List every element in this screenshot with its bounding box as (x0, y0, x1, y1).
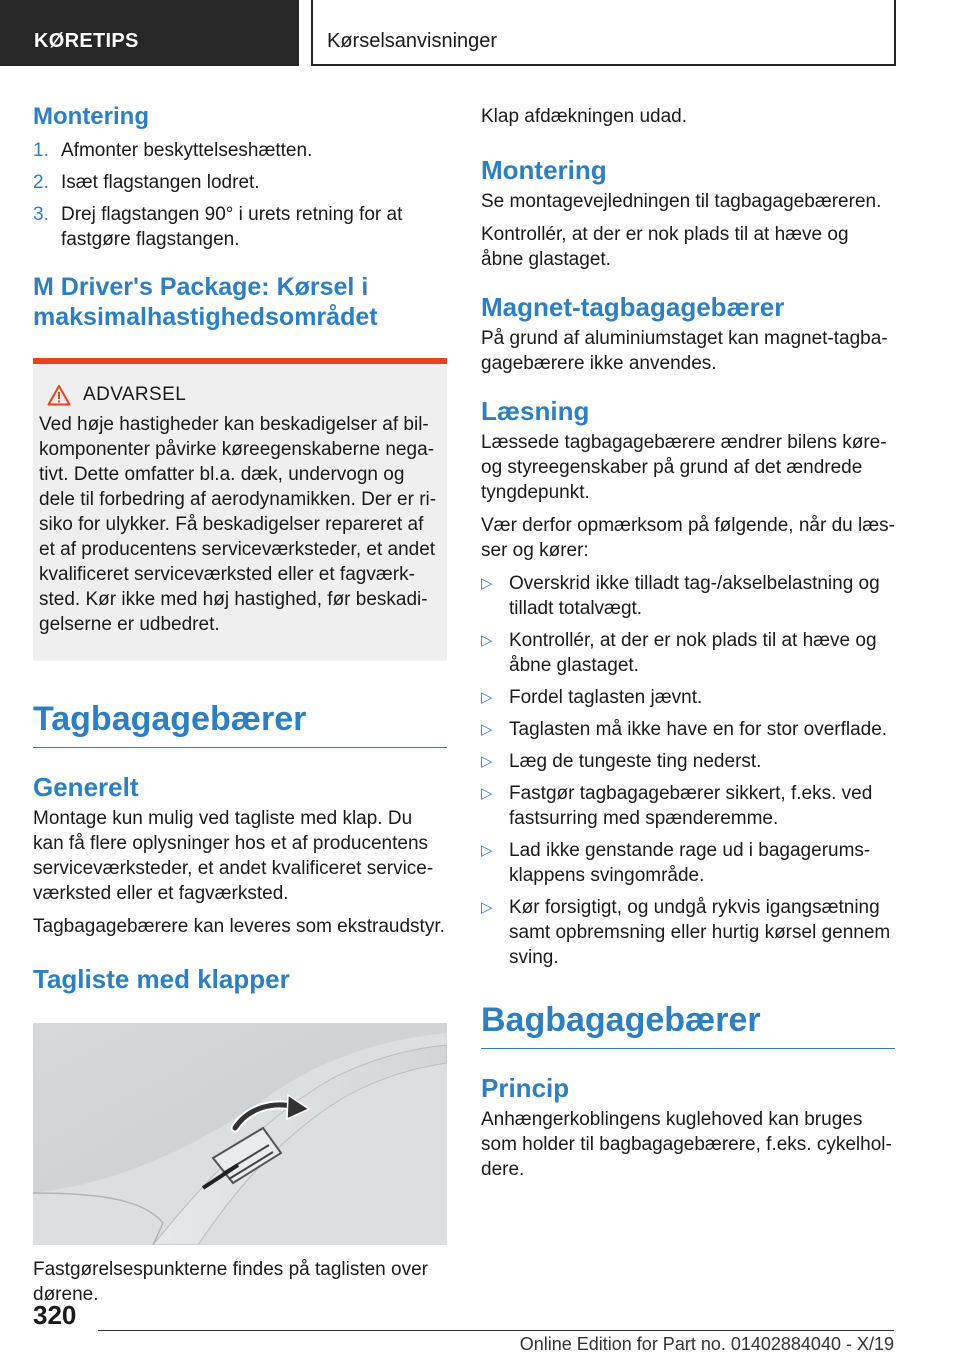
loading-rules-list (481, 571, 895, 970)
page-number: 320 (33, 1300, 77, 1330)
mdriver-heading: M Driver's Package: Kørsel i maksimalhastighedsområdet (33, 273, 378, 331)
list-item-text: Læg de tungeste ting nederst. (509, 751, 762, 772)
list-item (481, 895, 895, 970)
bullet-triangle-icon: ▷ (481, 689, 493, 706)
step-text: Drej flagstangen 90° i urets retning for at fastgøre flagstangen. (61, 204, 403, 250)
list-item (481, 749, 895, 774)
chapter-tab: Kørselsanvisninger (311, 0, 896, 66)
step-number: 1. (33, 140, 49, 161)
list-item-text: Fordel taglasten jævnt. (509, 687, 703, 708)
magnet-paragraph: På grund af aluminiumstaget kan magnet-tagbagagebærere ikke anvendes. (481, 328, 888, 374)
warning-triangle-icon (47, 384, 71, 406)
generelt-heading: Generelt (33, 772, 139, 802)
tagbagage-heading: Tagbagagebærer (33, 699, 447, 748)
step-item (33, 170, 447, 195)
bullet-triangle-icon: ▷ (481, 842, 493, 859)
generelt-paragraph: Montage kun mulig ved tagliste med klap. Du kan få flere oplysninger hos et af producentens serviceværksteder, et andet kvalificeret serviceværksted eller et fagværksted. (33, 808, 434, 904)
laesning-paragraph: Læssede tagbagagebærere ændrer bilens køre- og styreegenskaber på grund af det ændrede tyngdepunkt. (481, 432, 887, 503)
princip-paragraph: Anhængerkoblingens kuglehoved kan bruges som holder til bagbagagebærere, f.eks. cykelholdere. (481, 1109, 892, 1180)
step-item (33, 202, 447, 252)
bullet-triangle-icon: ▷ (481, 721, 493, 738)
roof-rail-photo (33, 1023, 447, 1245)
laesning-paragraph-2: Vær derfor opmærksom på følgende, når du læsser og kører: (481, 515, 895, 561)
montering-paragraph-2: Kontrollér, at der er nok plads til at hæve og åbne glastaget. (481, 224, 849, 270)
tagliste-heading: Tagliste med klapper (33, 964, 290, 994)
list-item-text: Kør forsigtigt, og undgå rykvis igangsætning samt opbremsning eller hurtig kørsel gennem sving. (509, 897, 891, 968)
laesning-heading: Læsning (481, 396, 590, 426)
right-column (481, 100, 895, 1182)
montering-heading-right: Montering (481, 155, 607, 185)
step-number: 3. (33, 204, 49, 225)
list-item (481, 717, 895, 742)
bagbagage-heading: Bagbagagebærer (481, 1000, 895, 1049)
montering-heading: Montering (33, 103, 149, 130)
page-header (0, 0, 960, 66)
step-item (33, 138, 447, 163)
left-column (33, 100, 447, 1307)
roof-rail-illustration (33, 1023, 447, 1245)
warning-header (39, 384, 439, 406)
list-item (481, 628, 895, 678)
list-item (481, 685, 895, 710)
bullet-triangle-icon: ▷ (481, 785, 493, 802)
warning-text: Ved høje hastigheder kan beskadigelser af bilkomponenter påvirke køreegenskaberne negativt. Dette omfatter bl.a. dæk, undervogn og dele til forbedring af aerodynamikken. Der er risiko for ulykker. Få beskadigelser repareret af et af producentens serviceværksteder, et andet kvalificeret serviceværksted eller et fagværksted. Kør ikke med høj hastighed, før beskadigelserne er udbedret. (39, 414, 437, 635)
step-text: Isæt flagstangen lodret. (61, 172, 260, 193)
list-item (481, 838, 895, 888)
list-item-text: Fastgør tagbagagebærer sikkert, f.eks. ved fastsurring med spænderemme. (509, 783, 873, 829)
step-number: 2. (33, 172, 49, 193)
warning-box (33, 358, 447, 661)
montering-steps (33, 138, 447, 252)
list-item (481, 571, 895, 621)
photo-caption: Fastgørelsespunkterne findes på taglisten over dørene. (33, 1259, 428, 1305)
list-item-text: Kontrollér, at der er nok plads til at hæve og åbne glastaget. (509, 630, 877, 676)
klap-text: Klap afdækningen udad. (481, 106, 687, 127)
warning-title: ADVARSEL (83, 384, 187, 405)
list-item-text: Lad ikke genstande rage ud i bagagerumsklappens svingområde. (509, 840, 871, 886)
bullet-triangle-icon: ▷ (481, 753, 493, 770)
step-text: Afmonter beskyttelseshætten. (61, 140, 313, 161)
list-item-text: Overskrid ikke tilladt tag-/akselbelastning og tilladt totalvægt. (509, 573, 880, 619)
edition-text: Online Edition for Part no. 01402884040 - X/19 (519, 1334, 894, 1354)
list-item (481, 781, 895, 831)
montering-paragraph: Se montagevejledningen til tagbagagebæreren. (481, 191, 882, 212)
princip-heading: Princip (481, 1073, 570, 1103)
footer-divider (98, 1330, 894, 1331)
bullet-triangle-icon: ▷ (481, 632, 493, 649)
bullet-triangle-icon: ▷ (481, 575, 493, 592)
magnet-heading: Magnet-tagbagagebærer (481, 292, 785, 322)
generelt-paragraph-2: Tagbagagebærere kan leveres som ekstraudstyr. (33, 916, 445, 937)
section-tab: KØRETIPS (0, 0, 299, 66)
bullet-triangle-icon: ▷ (481, 899, 493, 916)
list-item-text: Taglasten må ikke have en for stor overflade. (509, 719, 888, 740)
